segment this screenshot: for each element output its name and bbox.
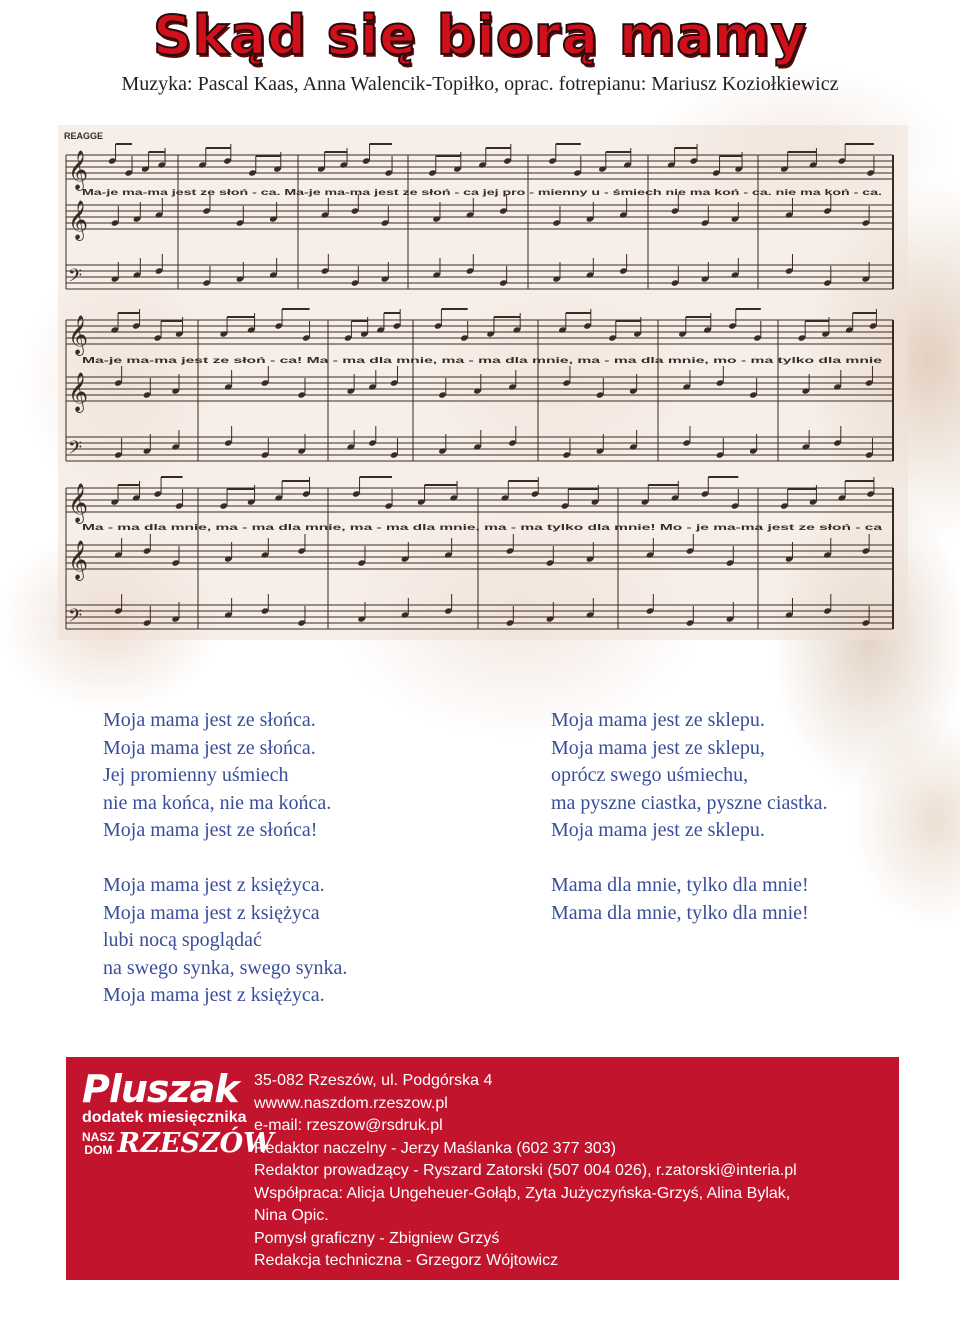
- lyric-line: Moja mama jest z księżyca.: [103, 984, 325, 1006]
- treble-clef-icon: 𝄞: [68, 372, 89, 412]
- logo-brand: Pluszak: [82, 1067, 239, 1111]
- refrain: [551, 872, 828, 927]
- bass-clef-icon: 𝄢: [68, 266, 83, 291]
- stanza-2: [103, 872, 347, 1010]
- lyric-line: Moja mama jest ze słońca.: [103, 736, 316, 759]
- treble-clef-icon: 𝄞: [68, 200, 89, 240]
- bass-clef-icon: 𝄢: [68, 438, 83, 463]
- logo-dom: DOM: [84, 1143, 113, 1157]
- score-lyric-line: Ma-je ma-ma jest ze słoń - ca! Ma - ma dla mnie, ma - ma dla mnie, ma - ma dla mnie, mo - ma tylko dla mnie: [82, 355, 883, 365]
- lyric-line: Moja mama jest ze sklepu,: [551, 736, 765, 759]
- stanza-3: [551, 707, 828, 845]
- staff: [66, 194, 893, 241]
- stanza-1: [103, 707, 347, 845]
- lyric-line: Moja mama jest ze sklepu.: [551, 709, 765, 731]
- logo-masthead: [82, 1128, 274, 1159]
- lyric-line: Moja mama jest z księżyca.: [103, 874, 325, 896]
- staff: [66, 477, 893, 524]
- staff: [66, 426, 893, 463]
- staff: [66, 594, 893, 631]
- lyric-line: Mama dla mnie, tylko dla mnie!: [551, 901, 809, 924]
- lyric-line: Moja mama jest ze słońca.: [103, 709, 316, 731]
- score-lyric-line: Ma - ma dla mnie, ma - ma dla mnie, ma - ma dla mnie, ma - ma tylko dla mnie! Mo - je ma-ma jest ze słoń - ca: [82, 522, 883, 532]
- technical-editor: Redakcja techniczna - Grzegorz Wójtowicz: [254, 1252, 559, 1269]
- staff: [66, 534, 893, 581]
- lyric-line: ma pyszne ciastka, pyszne ciastka.: [551, 791, 828, 814]
- lyric-line: lubi nocą spoglądać: [103, 929, 262, 951]
- editorial-info: [254, 1070, 894, 1273]
- staff: [66, 144, 893, 191]
- collaborators-cont: Nina Opic.: [254, 1207, 329, 1224]
- lyric-line: Jej promienny uśmiech: [103, 764, 289, 786]
- logo-nasz: NASZ: [82, 1130, 115, 1144]
- managing-editor: Redaktor prowadzący - Ryszard Zatorski (507 004 026), r.zatorski@interia.pl: [254, 1162, 797, 1179]
- graphic-design: Pomysł graficzny - Zbigniew Grzyś: [254, 1229, 500, 1247]
- lyrics-right-column: [551, 707, 828, 955]
- lyric-line: Moja mama jest ze słońca!: [103, 819, 318, 841]
- logo-nasz-dom: [82, 1131, 115, 1157]
- lyric-line: Moja mama jest ze sklepu.: [551, 819, 765, 841]
- staff: [66, 254, 893, 291]
- sheet-music-staves: [58, 125, 908, 640]
- bass-clef-icon: 𝄢: [68, 606, 83, 631]
- treble-clef-icon: 𝄞: [68, 315, 89, 355]
- tempo-marking: REAGGE: [64, 131, 104, 141]
- lyrics-left-column: [103, 707, 347, 1037]
- footer-banner: [66, 1057, 899, 1280]
- treble-clef-icon: 𝄞: [68, 540, 89, 580]
- treble-clef-icon: 𝄞: [68, 483, 89, 523]
- lyric-line: nie ma końca, nie ma końca.: [103, 791, 332, 814]
- editor-in-chief: Redaktor naczelny - Jerzy Maślanka (602 377 303): [254, 1139, 616, 1157]
- sheet-music: [58, 125, 908, 640]
- logo-tagline: dodatek miesięcznika: [82, 1109, 247, 1126]
- email-link[interactable]: e-mail: rzeszow@rsdruk.pl: [254, 1117, 443, 1134]
- website-link[interactable]: wwww.naszdom.rzeszow.pl: [254, 1094, 448, 1112]
- treble-clef-icon: 𝄞: [68, 150, 89, 190]
- music-credits: Muzyka: Pascal Kaas, Anna Walencik-Topiłko, oprac. fotrepianu: Mariusz Koziołkiewicz: [121, 73, 839, 95]
- score-lyric-line: Ma-je ma-ma jest ze słoń - ca. Ma-je ma-ma jest ze słoń - ca jej pro - mienny u - śmiech nie ma koń - ca. nie ma koń - ca.: [82, 187, 882, 197]
- lyric-line: oprócz swego uśmiechu,: [551, 764, 749, 786]
- address: 35-082 Rzeszów, ul. Podgórska 4: [254, 1072, 493, 1089]
- collaborators: Współpraca: Alicja Ungeheuer-Gołąb, Zyta Jużyczyńska-Grzyś, Alina Bylak,: [254, 1184, 791, 1202]
- staff: [66, 366, 893, 413]
- page-title: Skąd się biorą mamy: [152, 4, 808, 67]
- lyric-line: Moja mama jest z księżyca: [103, 901, 320, 924]
- lyric-line: na swego synka, swego synka.: [103, 956, 348, 979]
- pluszak-logo: [82, 1067, 274, 1169]
- staff: [66, 309, 893, 356]
- lyric-line: Mama dla mnie, tylko dla mnie!: [551, 874, 809, 896]
- logo-city: RZESZÓW: [117, 1128, 274, 1159]
